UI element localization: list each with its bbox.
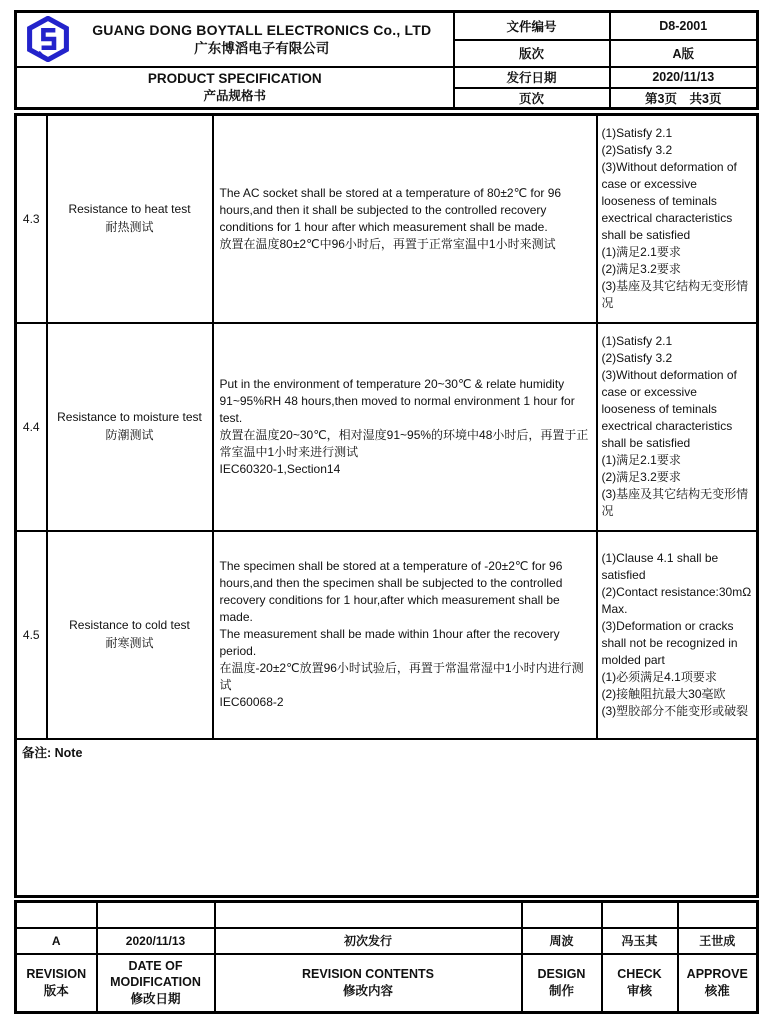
spec-description (213, 531, 597, 739)
spec-row-4-3 (16, 115, 758, 323)
revision-header-date: DATE OF MODIFICATION 修改日期 (97, 954, 215, 1013)
revision-date: 2020/11/13 (97, 928, 215, 954)
description-line: 放置在温度80±2℃中96小时后，再置于正常室温中1小时来测试 (219, 236, 556, 251)
requirement-line: (3)Without deformation of case or excessive looseness of teminals exectrical characteristics shall be satisfied (601, 368, 737, 450)
description-line: 放置在温度20~30℃，相对湿度91~95%的环境中48小时后，再置于正常室温中1小时来进行测试 (219, 427, 589, 459)
doc-title-en: PRODUCT SPECIFICATION (147, 71, 322, 87)
revision-letter: A (16, 928, 97, 954)
field-revision-value: A版 (610, 40, 758, 66)
field-revision-label: 版次 (454, 40, 610, 66)
requirement-line: (2)满足3.2要求 (601, 470, 681, 484)
requirement-line: (1)满足2.1要求 (601, 453, 681, 467)
requirement-line: (2)Satisfy 3.2 (601, 351, 673, 365)
spec-name-en: Resistance to moisture test (57, 410, 202, 425)
field-issue-date-value: 2020/11/13 (610, 67, 758, 88)
company-name-cn: 广东博滔电子有限公司 (194, 40, 330, 56)
spec-name-en: Resistance to cold test (69, 618, 190, 633)
revision-empty-cell (16, 902, 97, 928)
spec-name-cn: 耐寒测试 (105, 635, 154, 650)
requirement-line: (3)Without deformation of case or excessive looseness of teminals exectrical characteristics shall be satisfied (601, 160, 737, 243)
requirement-line: (1)Satisfy 2.1 (601, 126, 673, 141)
revision-empty-cell (522, 902, 602, 928)
spec-requirements (597, 531, 758, 739)
requirement-line: (3)Deformation or cracks shall not be recognized in molded part (601, 618, 738, 667)
description-line: The specimen shall be stored at a temperature of -20±2℃ for 96 hours,and then the specimen shall be subjected to the controlled recovery conditions for 1 hour,after which measurement shall be made. (219, 559, 563, 624)
doc-title-cn: 产品规格书 (203, 88, 266, 103)
requirement-line: (1)满足2.1要求 (601, 245, 681, 260)
field-page-label: 页次 (454, 88, 610, 109)
field-doc-number-value: D8-2001 (610, 12, 758, 41)
revision-entry-row (16, 928, 758, 954)
company-name-en: GUANG DONG BOYTALL ELECTRONICS Co., LTD (92, 21, 432, 38)
description-line: The measurement shall be made within 1hour after the recovery period. (219, 627, 560, 658)
spec-description (213, 323, 597, 531)
spec-name (47, 115, 213, 323)
revision-contents: 初次发行 (215, 928, 522, 954)
spec-id: 4.5 (16, 531, 47, 739)
revision-header-design: DESIGN 制作 (522, 954, 602, 1013)
revision-empty-cell (215, 902, 522, 928)
spec-name (47, 531, 213, 739)
revision-header-revision: REVISION 版本 (16, 954, 97, 1013)
field-issue-date-label: 发行日期 (454, 67, 610, 88)
revision-empty-cell (97, 902, 215, 928)
revision-empty-row (16, 902, 758, 928)
spec-name-cn: 耐热测试 (105, 219, 154, 234)
doc-title-cell (16, 67, 454, 109)
description-line: Put in the environment of temperature 20~30℃ & relate humidity 91~95%RH 48 hours,then moved to normal environment 1 hour for test. (219, 376, 575, 425)
requirement-line: (2)Satisfy 3.2 (601, 143, 673, 158)
note-cell (16, 739, 758, 897)
requirement-line: (1)Clause 4.1 shall be satisfied (601, 550, 719, 582)
requirement-line: (3)基座及其它结构无变形情况 (601, 487, 749, 518)
spec-row-4-4 (16, 323, 758, 531)
requirement-line: (1)必须满足4.1项要求 (601, 669, 717, 684)
description-line: IEC60320-1,Section14 (219, 461, 341, 476)
header-table (14, 10, 759, 110)
company-cell (16, 12, 454, 67)
spec-row-4-5 (16, 531, 758, 739)
revision-header-contents: REVISION CONTENTS 修改内容 (215, 954, 522, 1013)
company-logo-icon (21, 16, 75, 62)
description-line: 在温度-20±2℃放置96小时试验后，再置于常温常湿中1小时内进行测试 (219, 661, 584, 692)
description-line: The AC socket shall be stored at a temperature of 80±2℃ for 96 hours,and then it shall be subjected to the controlled recovery conditions for 1 hour after which measurement shall be made. (219, 185, 562, 234)
field-doc-number-label: 文件编号 (454, 12, 610, 41)
spec-requirements (597, 323, 758, 531)
requirement-line: (2)接触阻抗最大30毫欧 (601, 686, 726, 701)
spec-name-en: Resistance to heat test (68, 202, 191, 217)
revision-empty-cell (678, 902, 758, 928)
revision-table (14, 900, 759, 1014)
note-row (16, 739, 758, 897)
spec-name-cn: 防潮测试 (105, 427, 154, 442)
spec-description (213, 115, 597, 323)
field-page-value: 第3页 共3页 (610, 88, 758, 109)
revision-header-row (16, 954, 758, 1013)
requirement-line: (2)满足3.2要求 (601, 262, 681, 277)
spec-id: 4.3 (16, 115, 47, 323)
spec-id: 4.4 (16, 323, 47, 531)
spec-requirements (597, 115, 758, 323)
revision-check-name: 冯玉其 (602, 928, 678, 954)
revision-design-name: 周波 (522, 928, 602, 954)
revision-empty-cell (602, 902, 678, 928)
spec-name (47, 323, 213, 531)
revision-approve-name: 王世成 (678, 928, 758, 954)
requirement-line: (1)Satisfy 2.1 (601, 334, 673, 348)
revision-header-approve: APPROVE 核准 (678, 954, 758, 1013)
description-line: IEC60068-2 (219, 695, 284, 709)
requirement-line: (3)塑胶部分不能变形或破裂 (601, 703, 749, 718)
requirement-line: (2)Contact resistance:30mΩ Max. (601, 584, 752, 616)
note-label: 备注: Note (22, 745, 83, 760)
requirement-line: (3)基座及其它结构无变形情况 (601, 279, 749, 311)
revision-header-check: CHECK 审核 (602, 954, 678, 1013)
spec-table (14, 113, 759, 898)
